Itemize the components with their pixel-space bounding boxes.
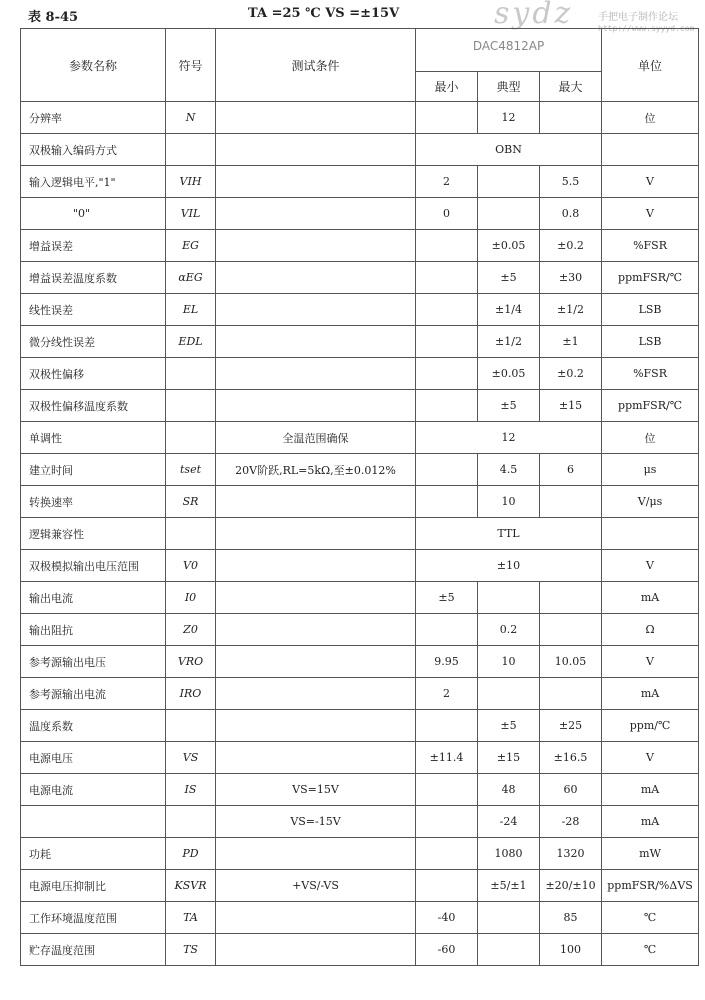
cell-unit: %FSR bbox=[602, 230, 699, 262]
cell-name: 双极性偏移温度系数 bbox=[21, 390, 166, 422]
cell-max: 6 bbox=[540, 454, 602, 486]
cell-symbol: VRO bbox=[166, 646, 216, 678]
table-row bbox=[21, 102, 699, 134]
cell-typ: ±5/±1 bbox=[478, 870, 540, 902]
table-number: 表 8-45 bbox=[28, 10, 79, 25]
cell-unit: mA bbox=[602, 806, 699, 838]
cell-max: ±1/2 bbox=[540, 294, 602, 326]
cell-max: ±25 bbox=[540, 710, 602, 742]
cell-name bbox=[21, 806, 166, 838]
spec-table bbox=[20, 28, 699, 966]
table-row bbox=[21, 390, 699, 422]
table-row bbox=[21, 870, 699, 902]
cell-max: 60 bbox=[540, 774, 602, 806]
cell-max: ±0.2 bbox=[540, 230, 602, 262]
cell-span: TTL bbox=[416, 518, 602, 550]
cell-test: VS=15V bbox=[216, 774, 416, 806]
table-row bbox=[21, 294, 699, 326]
cell-min: 9.95 bbox=[416, 646, 478, 678]
cell-min: 2 bbox=[416, 678, 478, 710]
cell-unit: mA bbox=[602, 582, 699, 614]
cell-name: 输入逻辑电平,"1" bbox=[21, 166, 166, 198]
cell-test bbox=[216, 646, 416, 678]
cell-test bbox=[216, 166, 416, 198]
cell-max: 85 bbox=[540, 902, 602, 934]
test-conditions: TA =25 ℃ VS =±15V bbox=[248, 6, 400, 21]
cell-symbol bbox=[166, 422, 216, 454]
table-row bbox=[21, 614, 699, 646]
cell-test: +VS/-VS bbox=[216, 870, 416, 902]
cell-symbol: N bbox=[166, 102, 216, 134]
cell-symbol bbox=[166, 134, 216, 166]
cell-typ: ±5 bbox=[478, 710, 540, 742]
cell-test bbox=[216, 902, 416, 934]
cell-symbol: TS bbox=[166, 934, 216, 966]
cell-min bbox=[416, 486, 478, 518]
cell-test bbox=[216, 582, 416, 614]
cell-test: VS=-15V bbox=[216, 806, 416, 838]
cell-min bbox=[416, 358, 478, 390]
cell-min bbox=[416, 102, 478, 134]
cell-min: -40 bbox=[416, 902, 478, 934]
cell-typ bbox=[478, 934, 540, 966]
cell-typ: ±1/2 bbox=[478, 326, 540, 358]
cell-name: 双极性偏移 bbox=[21, 358, 166, 390]
cell-typ bbox=[478, 198, 540, 230]
cell-unit: ppmFSR/℃ bbox=[602, 262, 699, 294]
cell-min bbox=[416, 870, 478, 902]
cell-name: 双极输入编码方式 bbox=[21, 134, 166, 166]
cell-min bbox=[416, 774, 478, 806]
cell-test bbox=[216, 358, 416, 390]
cell-max bbox=[540, 486, 602, 518]
cell-min bbox=[416, 390, 478, 422]
cell-test bbox=[216, 198, 416, 230]
col-header-part bbox=[416, 29, 602, 72]
cell-typ: ±1/4 bbox=[478, 294, 540, 326]
cell-symbol: EG bbox=[166, 230, 216, 262]
table-row bbox=[21, 838, 699, 870]
cell-symbol: V0 bbox=[166, 550, 216, 582]
cell-min bbox=[416, 454, 478, 486]
cell-symbol: tset bbox=[166, 454, 216, 486]
cell-unit: V bbox=[602, 646, 699, 678]
cell-unit: ppmFSR/%ΔVS bbox=[602, 870, 699, 902]
cell-name: 输出电流 bbox=[21, 582, 166, 614]
cell-symbol: I0 bbox=[166, 582, 216, 614]
cell-unit: V bbox=[602, 742, 699, 774]
table-row bbox=[21, 134, 699, 166]
cell-name: "0" bbox=[21, 198, 166, 230]
cell-symbol: VS bbox=[166, 742, 216, 774]
table-row bbox=[21, 230, 699, 262]
cell-typ bbox=[478, 678, 540, 710]
col-header-typ: 典型 bbox=[478, 72, 540, 102]
cell-unit: V bbox=[602, 166, 699, 198]
cell-name: 温度系数 bbox=[21, 710, 166, 742]
cell-symbol: TA bbox=[166, 902, 216, 934]
table-row bbox=[21, 902, 699, 934]
cell-name: 工作环境温度范围 bbox=[21, 902, 166, 934]
cell-symbol: PD bbox=[166, 838, 216, 870]
cell-name: 贮存温度范围 bbox=[21, 934, 166, 966]
col-header-max: 最大 bbox=[540, 72, 602, 102]
cell-unit: V bbox=[602, 550, 699, 582]
cell-symbol: VIH bbox=[166, 166, 216, 198]
cell-typ: 48 bbox=[478, 774, 540, 806]
cell-test bbox=[216, 390, 416, 422]
cell-min bbox=[416, 326, 478, 358]
cell-name: 功耗 bbox=[21, 838, 166, 870]
cell-min bbox=[416, 294, 478, 326]
cell-symbol: αEG bbox=[166, 262, 216, 294]
table-row bbox=[21, 454, 699, 486]
cell-unit: V bbox=[602, 198, 699, 230]
cell-name: 参考源输出电流 bbox=[21, 678, 166, 710]
cell-max: 0.8 bbox=[540, 198, 602, 230]
cell-min bbox=[416, 230, 478, 262]
cell-span: ±10 bbox=[416, 550, 602, 582]
cell-name: 电源电压 bbox=[21, 742, 166, 774]
cell-unit: ℃ bbox=[602, 934, 699, 966]
part-number: DAC4812AP bbox=[472, 39, 545, 53]
cell-max: 10.05 bbox=[540, 646, 602, 678]
cell-test: 20V阶跃,RL=5kΩ,至±0.012% bbox=[216, 454, 416, 486]
cell-symbol: EDL bbox=[166, 326, 216, 358]
table-row bbox=[21, 742, 699, 774]
cell-max: 100 bbox=[540, 934, 602, 966]
cell-test bbox=[216, 934, 416, 966]
cell-name: 电源电压抑制比 bbox=[21, 870, 166, 902]
cell-unit: μs bbox=[602, 454, 699, 486]
spec-table-body bbox=[21, 102, 699, 966]
cell-max: ±30 bbox=[540, 262, 602, 294]
cell-min: 0 bbox=[416, 198, 478, 230]
cell-unit bbox=[602, 134, 699, 166]
cell-span: OBN bbox=[416, 134, 602, 166]
cell-typ: 1080 bbox=[478, 838, 540, 870]
cell-typ: ±0.05 bbox=[478, 358, 540, 390]
cell-typ: 4.5 bbox=[478, 454, 540, 486]
cell-test bbox=[216, 710, 416, 742]
cell-name: 线性误差 bbox=[21, 294, 166, 326]
col-header-param: 参数名称 bbox=[21, 29, 166, 102]
table-row bbox=[21, 806, 699, 838]
cell-unit: mA bbox=[602, 678, 699, 710]
cell-typ: ±15 bbox=[478, 742, 540, 774]
cell-test bbox=[216, 262, 416, 294]
cell-name: 转换速率 bbox=[21, 486, 166, 518]
cell-min: ±11.4 bbox=[416, 742, 478, 774]
cell-typ bbox=[478, 582, 540, 614]
cell-typ bbox=[478, 166, 540, 198]
table-row bbox=[21, 646, 699, 678]
table-row bbox=[21, 326, 699, 358]
cell-symbol: KSVR bbox=[166, 870, 216, 902]
table-row bbox=[21, 550, 699, 582]
cell-test bbox=[216, 230, 416, 262]
table-row bbox=[21, 582, 699, 614]
cell-unit: ppmFSR/℃ bbox=[602, 390, 699, 422]
cell-typ: -24 bbox=[478, 806, 540, 838]
cell-max: ±16.5 bbox=[540, 742, 602, 774]
cell-max: ±15 bbox=[540, 390, 602, 422]
cell-unit: ℃ bbox=[602, 902, 699, 934]
cell-test bbox=[216, 678, 416, 710]
cell-test bbox=[216, 838, 416, 870]
col-header-unit: 单位 bbox=[602, 29, 699, 102]
cell-unit: mA bbox=[602, 774, 699, 806]
table-row bbox=[21, 422, 699, 454]
cell-test: 全温范围确保 bbox=[216, 422, 416, 454]
cell-name: 电源电流 bbox=[21, 774, 166, 806]
table-row bbox=[21, 774, 699, 806]
cell-unit bbox=[602, 518, 699, 550]
col-header-min: 最小 bbox=[416, 72, 478, 102]
cell-min bbox=[416, 806, 478, 838]
cell-unit: mW bbox=[602, 838, 699, 870]
cell-unit: LSB bbox=[602, 326, 699, 358]
cell-min bbox=[416, 262, 478, 294]
cell-symbol bbox=[166, 518, 216, 550]
cell-name: 分辨率 bbox=[21, 102, 166, 134]
cell-symbol: SR bbox=[166, 486, 216, 518]
cell-name: 双极模拟输出电压范围 bbox=[21, 550, 166, 582]
cell-max: ±0.2 bbox=[540, 358, 602, 390]
cell-typ: 10 bbox=[478, 646, 540, 678]
cell-max: 5.5 bbox=[540, 166, 602, 198]
cell-unit: 位 bbox=[602, 102, 699, 134]
cell-symbol: Z0 bbox=[166, 614, 216, 646]
cell-max: -28 bbox=[540, 806, 602, 838]
cell-symbol bbox=[166, 358, 216, 390]
cell-unit: %FSR bbox=[602, 358, 699, 390]
cell-min bbox=[416, 614, 478, 646]
cell-max bbox=[540, 678, 602, 710]
cell-name: 微分线性误差 bbox=[21, 326, 166, 358]
cell-typ: ±5 bbox=[478, 390, 540, 422]
table-row bbox=[21, 934, 699, 966]
cell-max bbox=[540, 614, 602, 646]
cell-symbol: IRO bbox=[166, 678, 216, 710]
table-row bbox=[21, 262, 699, 294]
cell-test bbox=[216, 550, 416, 582]
cell-typ: 12 bbox=[478, 102, 540, 134]
watermark-logo-text: sydz bbox=[494, 0, 574, 31]
col-header-symbol: 符号 bbox=[166, 29, 216, 102]
cell-typ: ±5 bbox=[478, 262, 540, 294]
cell-symbol: EL bbox=[166, 294, 216, 326]
cell-test bbox=[216, 742, 416, 774]
watermark-url: http://www.syyyd.com bbox=[598, 24, 695, 33]
cell-name: 输出阻抗 bbox=[21, 614, 166, 646]
watermark-site-name: 手把电子制作论坛 bbox=[598, 12, 678, 23]
table-row bbox=[21, 166, 699, 198]
cell-min: -60 bbox=[416, 934, 478, 966]
cell-name: 参考源输出电压 bbox=[21, 646, 166, 678]
cell-test bbox=[216, 102, 416, 134]
table-row bbox=[21, 486, 699, 518]
cell-name: 逻辑兼容性 bbox=[21, 518, 166, 550]
table-row bbox=[21, 358, 699, 390]
cell-name: 增益误差温度系数 bbox=[21, 262, 166, 294]
table-row bbox=[21, 710, 699, 742]
cell-test bbox=[216, 294, 416, 326]
cell-max: ±20/±10 bbox=[540, 870, 602, 902]
cell-min: 2 bbox=[416, 166, 478, 198]
cell-unit: Ω bbox=[602, 614, 699, 646]
cell-max bbox=[540, 102, 602, 134]
cell-typ: 0.2 bbox=[478, 614, 540, 646]
cell-symbol bbox=[166, 390, 216, 422]
cell-test bbox=[216, 614, 416, 646]
cell-name: 建立时间 bbox=[21, 454, 166, 486]
cell-symbol: VIL bbox=[166, 198, 216, 230]
cell-test bbox=[216, 134, 416, 166]
cell-unit: LSB bbox=[602, 294, 699, 326]
table-row bbox=[21, 518, 699, 550]
cell-max: ±1 bbox=[540, 326, 602, 358]
cell-typ: 10 bbox=[478, 486, 540, 518]
cell-typ bbox=[478, 902, 540, 934]
col-header-test: 测试条件 bbox=[216, 29, 416, 102]
cell-max bbox=[540, 582, 602, 614]
cell-symbol bbox=[166, 806, 216, 838]
cell-min bbox=[416, 710, 478, 742]
cell-name: 增益误差 bbox=[21, 230, 166, 262]
cell-span: 12 bbox=[416, 422, 602, 454]
cell-unit: V/μs bbox=[602, 486, 699, 518]
cell-min: ±5 bbox=[416, 582, 478, 614]
cell-test bbox=[216, 326, 416, 358]
cell-max: 1320 bbox=[540, 838, 602, 870]
cell-typ: ±0.05 bbox=[478, 230, 540, 262]
cell-test bbox=[216, 518, 416, 550]
table-row bbox=[21, 678, 699, 710]
cell-symbol: IS bbox=[166, 774, 216, 806]
cell-min bbox=[416, 838, 478, 870]
cell-test bbox=[216, 486, 416, 518]
cell-unit: ppm/℃ bbox=[602, 710, 699, 742]
cell-name: 单调性 bbox=[21, 422, 166, 454]
cell-symbol bbox=[166, 710, 216, 742]
cell-unit: 位 bbox=[602, 422, 699, 454]
table-row bbox=[21, 198, 699, 230]
